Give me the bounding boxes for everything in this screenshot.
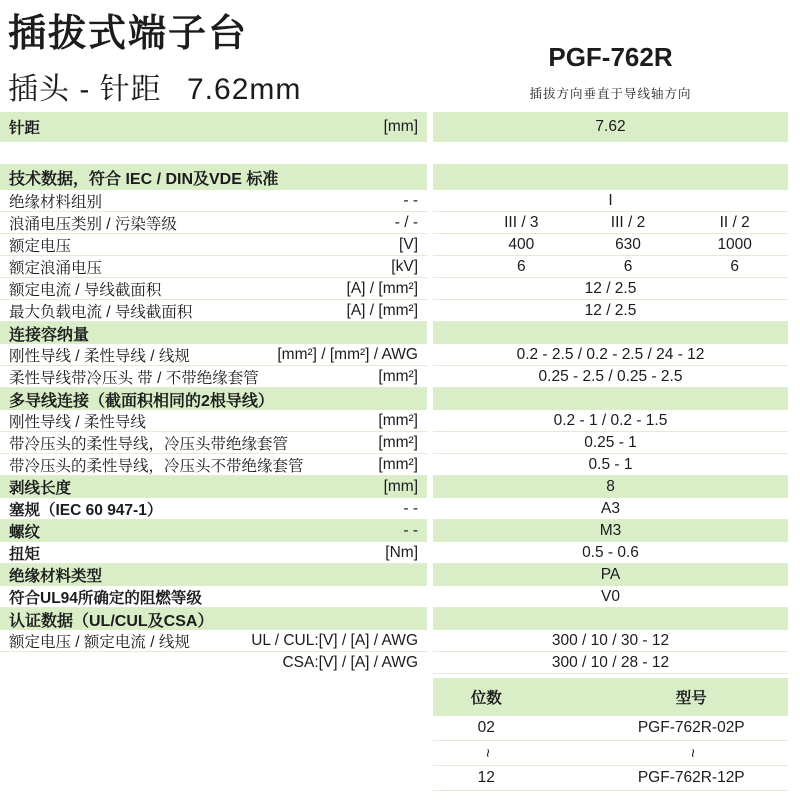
spec-value-cell xyxy=(433,542,788,564)
spec-label-cell xyxy=(0,344,427,366)
spec-label-cell xyxy=(0,234,427,256)
section-title: 多导线连接（截面积相同的2根导线） xyxy=(9,392,274,410)
spec-value: V0 xyxy=(601,587,620,605)
spec-value-cell xyxy=(433,630,788,652)
spec-label: 剥线长度 xyxy=(9,480,72,497)
spec-value: 400 xyxy=(508,235,535,253)
spec-value: 0.25 - 2.5 / 0.25 - 2.5 xyxy=(538,367,683,385)
spec-value-cell xyxy=(433,564,788,586)
spec-label: 绝缘材料组别 xyxy=(9,193,103,211)
spec-label: 额定浪涌电压 xyxy=(9,259,103,277)
order-positions xyxy=(433,719,540,737)
spec-value-cell xyxy=(433,498,788,520)
spec-label: 额定电压 xyxy=(9,237,72,255)
section-header-cell xyxy=(0,164,427,190)
spec-value: III / 2 xyxy=(610,213,646,231)
spec-label-cell xyxy=(0,542,427,564)
spec-label: 最大负载电流 / 导线截面积 xyxy=(9,303,193,321)
spec-value: 6 xyxy=(623,257,633,275)
spec-value: 300 / 10 / 30 - 12 xyxy=(551,631,670,649)
order-col-header-positions: 位数 xyxy=(470,690,502,707)
spec-label: 额定电流 / 导线截面积 xyxy=(9,281,162,299)
spec-value-cell xyxy=(433,454,788,476)
order-model-value: PGF-762R-02P xyxy=(637,719,745,736)
spec-value-cell xyxy=(433,234,788,256)
spec-unit: [mm²] xyxy=(378,433,418,451)
spec-label: 塞规（IEC 60 947-1） xyxy=(9,501,163,519)
spec-value: 6 xyxy=(517,257,526,275)
spec-value: PA xyxy=(600,566,621,583)
spec-value-cell xyxy=(433,164,788,190)
spec-unit: [mm²] xyxy=(378,367,418,385)
spec-label: 柔性导线带冷压头 带 / 不带绝缘套管 xyxy=(9,369,259,387)
spec-value-group xyxy=(433,258,788,276)
spec-label: 螺纹 xyxy=(9,524,41,541)
spec-unit: [A] / [mm²] xyxy=(346,279,418,297)
spec-value: 300 / 10 / 28 - 12 xyxy=(551,653,670,671)
spec-label-cell xyxy=(0,586,427,608)
model-number: PGF-762R xyxy=(548,42,673,72)
spec-row xyxy=(0,410,788,432)
range-tilde: ~ xyxy=(478,748,496,758)
spec-value-cell xyxy=(433,652,788,674)
page-subtitle: 插头 - 针距 7.62mm xyxy=(8,73,302,106)
spec-value: 6 xyxy=(730,257,739,275)
spec-value-cell xyxy=(433,366,788,388)
spec-label-cell xyxy=(0,476,427,498)
spec-value-cell xyxy=(433,476,788,498)
spec-value-cell xyxy=(433,520,788,542)
spec-unit: UL / CUL:[V] / [A] / AWG xyxy=(251,631,418,649)
spec-unit: [mm²] / [mm²] / AWG xyxy=(277,345,418,363)
spec-label-cell xyxy=(0,112,427,142)
spec-label-cell xyxy=(0,300,427,322)
spec-label: 浪涌电压类别 / 污染等级 xyxy=(9,215,177,233)
spec-value: II / 2 xyxy=(719,213,750,231)
spec-value: 630 xyxy=(615,235,641,253)
spec-row xyxy=(0,256,788,278)
spec-label: 扭矩 xyxy=(9,545,41,563)
spec-value: 1000 xyxy=(717,235,752,253)
spec-label: 带冷压头的柔性导线，冷压头带绝缘套管 xyxy=(9,435,289,453)
spec-unit: [mm²] xyxy=(378,455,418,473)
spec-value-cell xyxy=(433,212,788,234)
spec-value-cell xyxy=(433,256,788,278)
spec-value-group xyxy=(433,214,788,232)
spec-row xyxy=(0,300,788,322)
spec-value-cell xyxy=(433,278,788,300)
spec-value: A3 xyxy=(601,499,620,517)
spec-row xyxy=(0,542,788,564)
spec-label-cell xyxy=(0,212,427,234)
order-positions xyxy=(433,769,540,787)
spec-unit: [A] / [mm²] xyxy=(346,301,418,319)
spec-unit: - / - xyxy=(394,213,418,231)
spec-value-cell xyxy=(433,190,788,212)
section-title: 认证数据（UL/CUL及CSA） xyxy=(9,612,214,630)
spec-row xyxy=(0,608,788,630)
spec-row xyxy=(0,190,788,212)
spec-label: 刚性导线 / 柔性导线 xyxy=(9,413,146,431)
section-header-cell xyxy=(0,388,427,410)
spec-row xyxy=(0,164,788,190)
spec-label-cell xyxy=(0,454,427,476)
spec-row-spacer xyxy=(0,142,788,164)
section-header-cell xyxy=(0,608,427,630)
spec-label-cell xyxy=(0,410,427,432)
spec-value-group xyxy=(433,236,788,254)
spec-unit: [mm] xyxy=(383,118,418,135)
spec-value: 12 / 2.5 xyxy=(584,301,637,319)
spec-label-cell xyxy=(0,278,427,300)
spec-value: 0.5 - 1 xyxy=(588,455,633,473)
spec-value-cell xyxy=(433,300,788,322)
spec-row xyxy=(0,454,788,476)
order-row xyxy=(433,741,788,766)
spec-value: 8 xyxy=(606,478,615,495)
order-row xyxy=(433,766,788,791)
order-positions-value: 12 xyxy=(477,769,495,786)
order-row xyxy=(433,716,788,741)
spec-label-cell xyxy=(0,366,427,388)
spec-value-cell xyxy=(433,388,788,410)
spec-label: 绝缘材料类型 xyxy=(9,568,103,585)
spec-unit: CSA:[V] / [A] / AWG xyxy=(282,654,418,671)
spec-value: 0.2 - 2.5 / 0.2 - 2.5 / 24 - 12 xyxy=(516,345,705,363)
spec-unit: - - xyxy=(403,191,418,209)
spec-row xyxy=(0,652,788,674)
section-title: 连接容纳量 xyxy=(9,326,90,344)
spec-label-cell xyxy=(0,256,427,278)
spec-value: III / 3 xyxy=(504,213,539,231)
spec-row xyxy=(0,586,788,608)
order-positions xyxy=(433,744,540,762)
order-model xyxy=(540,769,789,787)
spec-row xyxy=(0,520,788,542)
spec-value-cell xyxy=(433,432,788,454)
spec-row xyxy=(0,388,788,410)
spec-value-cell xyxy=(433,608,788,630)
section-title: 技术数据，符合 IEC / DIN及VDE 标准 xyxy=(9,170,279,188)
page-title: 插拔式端子台 xyxy=(8,13,249,55)
spec-label-cell xyxy=(0,190,427,212)
spec-unit: [mm] xyxy=(383,478,418,495)
spec-label: 符合UL94所确定的阻燃等级 xyxy=(9,589,202,607)
spec-label-cell xyxy=(0,520,427,542)
spec-label-cell xyxy=(0,564,427,586)
spec-row xyxy=(0,344,788,366)
order-model xyxy=(540,744,789,762)
spec-label: 针距 xyxy=(9,120,41,137)
spec-unit: [kV] xyxy=(391,257,418,275)
spec-unit: - - xyxy=(403,499,418,517)
spec-value-cell xyxy=(433,112,788,142)
spec-unit: [Nm] xyxy=(385,543,418,561)
range-tilde: ~ xyxy=(683,748,701,758)
spec-row xyxy=(0,366,788,388)
spec-row xyxy=(0,432,788,454)
spec-value-cell xyxy=(433,322,788,344)
spec-row xyxy=(0,564,788,586)
spec-value: M3 xyxy=(599,522,622,539)
order-positions-value: 02 xyxy=(477,719,495,736)
spec-label-cell xyxy=(0,498,427,520)
spec-label: 刚性导线 / 柔性导线 / 线规 xyxy=(9,347,190,365)
spec-unit: [mm²] xyxy=(378,411,418,429)
spec-unit: [V] xyxy=(399,235,418,253)
spec-row xyxy=(0,498,788,520)
spec-row xyxy=(0,476,788,498)
spec-row xyxy=(0,234,788,256)
order-model xyxy=(540,719,789,737)
spec-row xyxy=(0,278,788,300)
spec-row xyxy=(0,630,788,652)
spec-row xyxy=(0,322,788,344)
spec-value: 12 / 2.5 xyxy=(584,279,637,297)
order-col-header-model: 型号 xyxy=(675,690,707,707)
spec-value-cell xyxy=(433,410,788,432)
order-table xyxy=(433,678,788,791)
spec-label-cell xyxy=(0,630,427,652)
spec-label: 带冷压头的柔性导线，冷压头不带绝缘套管 xyxy=(9,457,304,475)
spec-row xyxy=(0,212,788,234)
spec-row xyxy=(0,112,788,142)
spec-unit: - - xyxy=(403,522,418,539)
spec-value-cell xyxy=(433,344,788,366)
spec-value: 0.5 - 0.6 xyxy=(582,543,639,561)
spec-label-cell xyxy=(0,652,427,674)
section-header-cell xyxy=(0,322,427,344)
spec-value: 0.25 - 1 xyxy=(584,433,637,451)
model-note: 插拔方向垂直于导线轴方向 xyxy=(529,87,692,101)
spec-table xyxy=(0,112,788,674)
order-model-value: PGF-762R-12P xyxy=(637,769,745,786)
spec-label-cell xyxy=(0,432,427,454)
spec-value-cell xyxy=(433,586,788,608)
spec-value: 0.2 - 1 / 0.2 - 1.5 xyxy=(553,411,668,429)
order-table-header xyxy=(433,678,788,716)
spec-value: 7.62 xyxy=(595,118,626,135)
spec-label: 额定电压 / 额定电流 / 线规 xyxy=(9,633,190,651)
spec-value: I xyxy=(608,191,613,209)
